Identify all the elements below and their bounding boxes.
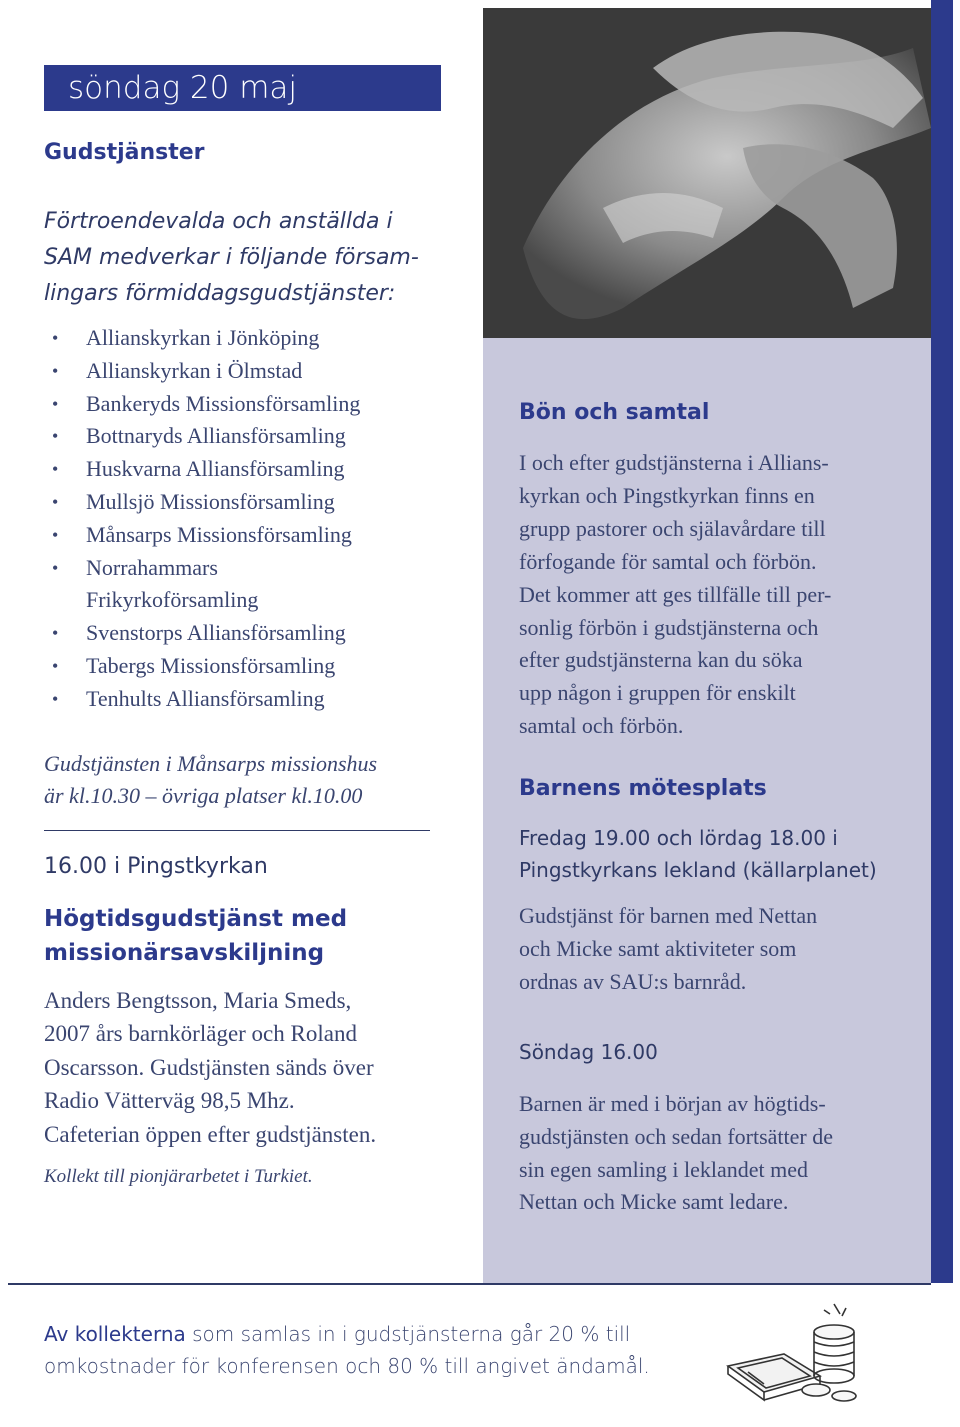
heading-bon-och-samtal: Bön och samtal [519, 400, 710, 425]
body-line: Anders Bengtsson, Maria Smeds, [44, 988, 352, 1013]
body-line: Det kommer att ges tillfälle till per- [519, 581, 832, 607]
intro-text [44, 204, 444, 312]
barnens-sunday-description [519, 1088, 919, 1219]
body-line: Oscarsson. Gudstjänsten sänds över [44, 1054, 374, 1080]
heading-gudstjanster: Gudstjänster [44, 140, 205, 165]
list-item: • Svenstorps Alliansförsamling [44, 617, 444, 650]
hogtid-description [44, 984, 444, 1151]
body-line: efter gudstjänsterna kan du söka [519, 647, 803, 673]
body-line: Cafeterian öppen efter gudstjänsten. [44, 1121, 377, 1147]
body-line: upp någon i gruppen för enskilt [519, 680, 796, 706]
body-line: Gudstjänst för barnen med Nettan [519, 903, 818, 928]
date-banner: söndag 20 maj [44, 65, 441, 111]
list-item: • Huskvarna Alliansförsamling [44, 453, 444, 486]
service-times [44, 748, 444, 812]
heading-barnens-motesplats: Barnens mötesplats [519, 776, 767, 801]
list-item: • Mullsjö Missionsförsamling [44, 486, 444, 519]
body-line: I och efter gudstjänsterna i Allians- [519, 450, 829, 475]
list-item: • Bottnaryds Alliansförsamling [44, 420, 444, 453]
body-line: Barnen är med i början av högtids- [519, 1091, 826, 1116]
body-line: förfogande för samtal och förbön. [519, 548, 817, 574]
footer-text [44, 1318, 704, 1382]
heading-line: missionärsavskiljning [44, 940, 325, 966]
schedule-line: Pingstkyrkans lekland (källarplanet) [519, 858, 877, 882]
list-item: • Allianskyrkan i Ölmstad [44, 355, 444, 388]
body-line: 2007 års barnkörläger och Roland [44, 1021, 357, 1047]
hands-photo [483, 8, 931, 338]
intro-line: SAM medverkar i följande försam- [44, 245, 419, 270]
service-times-line: är kl.10.30 – övriga platser kl.10.00 [44, 783, 363, 808]
body-line: grupp pastorer och själavårdare till [519, 515, 826, 541]
footer-lead: Av kollekterna [44, 1322, 186, 1346]
event-time: 16.00 i Pingstkyrkan [44, 854, 268, 879]
list-item: • Allianskyrkan i Jönköping [44, 322, 444, 355]
list-item: • Norrahammars Frikyrkoförsamling [44, 552, 296, 618]
intro-line: Förtroendevalda och anställda i [44, 209, 393, 234]
body-line: sonlig förbön i gudstjänsterna och [519, 614, 819, 640]
divider [44, 830, 430, 831]
barnens-description [519, 900, 919, 998]
intro-line: lingars förmiddagsgudstjänster: [44, 281, 396, 306]
heading-line: Högtidsgudstjänst med [44, 906, 348, 932]
list-item: • Tabergs Missionsförsamling [44, 650, 444, 683]
sunday-time: Söndag 16.00 [519, 1040, 658, 1064]
body-line: och Micke samt aktiviteter som [519, 935, 797, 961]
body-line: samtal och förbön. [519, 713, 684, 739]
barnens-schedule [519, 822, 919, 886]
footer-line [44, 1318, 704, 1350]
body-line: gudstjänsten och sedan fortsätter de [519, 1123, 834, 1149]
service-times-line: Gudstjänsten i Månsarps missionshus [44, 751, 378, 776]
list-item: • Månsarps Missionsförsamling [44, 519, 444, 552]
body-line: kyrkan och Pingstkyrkan finns en [519, 482, 815, 508]
money-coins-icon [724, 1296, 864, 1406]
list-item: • Bankeryds Missionsförsamling [44, 388, 444, 421]
footer-line-rest: som samlas in i gudstjänsterna går 20 % till [185, 1322, 631, 1346]
schedule-line: Fredag 19.00 och lördag 18.00 i [519, 826, 838, 850]
body-line: Nettan och Micke samt ledare. [519, 1189, 789, 1215]
list-item: • Tenhults Alliansförsamling [44, 683, 444, 716]
body-line: ordnas av SAU:s barnråd. [519, 968, 747, 994]
body-line: sin egen samling i leklandet med [519, 1156, 808, 1182]
bon-description [519, 447, 919, 743]
collection-note: Kollekt till pionjärarbetet i Turkiet. [44, 1166, 313, 1187]
accent-stripe [931, 0, 953, 1283]
footer-line: omkostnader för konferensen och 80 % till angivet ändamål. [44, 1354, 650, 1378]
footer-divider [8, 1283, 931, 1285]
church-list [44, 322, 444, 716]
body-line: Radio Vätterväg 98,5 Mhz. [44, 1088, 295, 1114]
heading-hogtidsgudstjanst [44, 902, 444, 970]
